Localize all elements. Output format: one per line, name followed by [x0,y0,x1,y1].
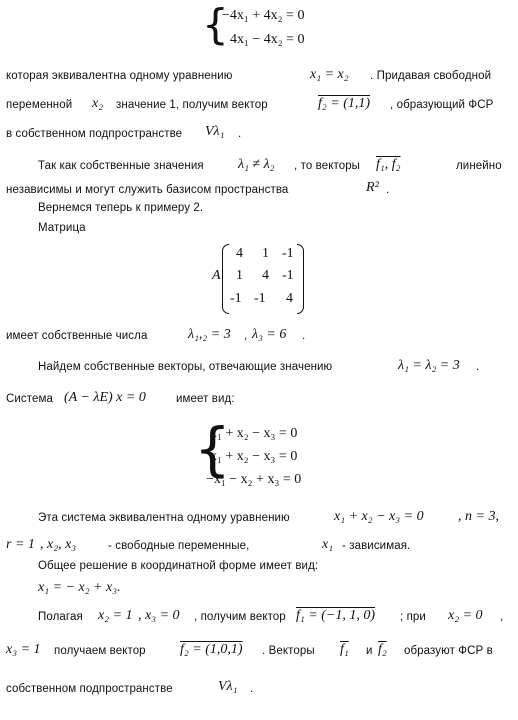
matrix-cell: -1 [254,291,266,306]
p2-vectors-f1-f2: f₁, f₂ [376,157,401,172]
p1-text-1b: . Придавая свободной [370,70,492,82]
p9-vector-f1: f₁ = (−1, 1, 0) [296,608,375,623]
p7-math-equation: x₁ + x₂ − x₃ = 0 [334,509,424,524]
system-1-equation-2: 4x₁ − 4x₂ = 0 [230,32,305,47]
p9-vector-f1-ref: f₁ [340,642,349,657]
p7-math-x1: x₁ [322,537,334,552]
p7-math-free-vars: , x₂, x₃ [40,537,77,552]
p2-math-lambda-neq: λ₁ ≠ λ₂ [238,157,275,172]
p9-math-x2-1: x₂ = 1 [98,608,133,623]
matrix-cell: -1 [230,291,242,306]
p7-math-r: r = 1 [6,537,35,552]
system-2-equation-3: −x₁ − x₂ + x₃ = 0 [206,472,302,487]
p6-text-b: имеет вид: [176,393,235,405]
matrix-left-bracket [222,244,229,314]
p1-text-2c: , образующий ФСР [390,99,494,111]
p4-text-a: имеет собственные числа [6,330,148,342]
p6-text-a: Система [6,393,54,405]
system-2-brace: { [194,415,231,483]
p9-text-1c: ; при [400,611,426,623]
p9-math-v-lambda1: Vλ₁ [218,679,238,694]
p1-text-2a: переменной [6,99,73,111]
back-to-example-text: Вернемся теперь к примеру 2. [38,202,204,214]
matrix-cell: 1 [236,268,243,283]
p4-math-lambda3: λ₃ = 6 [252,327,287,342]
p1-text-3b: . [238,128,242,140]
p1-math-v-lambda1: Vλ₁ [205,124,225,139]
p2-text-1c: линейно [456,160,502,172]
p9-text-1d: , [500,611,504,623]
matrix-cell: 4 [236,246,243,261]
system-2-equation-1: x₁ + x₂ − x₃ = 0 [210,426,298,441]
system-1-equation-1: −4x₁ + 4x₂ = 0 [222,8,305,23]
p1-text-2b: значение 1, получим вектор [116,99,268,111]
p4-text-sep: , [244,330,248,342]
p4-text-b: . [302,330,306,342]
p8-math-general-solution: x₁ = − x₂ + x₃. [38,580,121,595]
p1-math-x1-eq-x2: x₁ = x₂ [310,67,349,82]
p5-math-lambda: λ₁ = λ₂ = 3 [398,358,460,373]
matrix-cell: 4 [286,291,293,306]
p6-math-system: (A − λE) x = 0 [64,390,146,405]
p7-text-2c: - зависимая. [342,540,411,552]
p2-text-1a: Так как собственные значения [38,160,204,172]
p9-math-x3-0: , x₃ = 0 [138,608,180,623]
p7-text-2b: - свободные переменные, [108,540,250,552]
p7-text-1a: Эта система эквивалентна одному уравнению [38,512,290,524]
p7-math-n: , n = 3, [458,509,499,524]
p1-text-1a: которая эквивалентна одному уравнению [6,70,233,82]
matrix-cell: -1 [282,246,294,261]
p2-text-1b: , то векторы [294,160,361,172]
p9-math-x2-0: x₂ = 0 [448,608,483,623]
matrix-right-bracket [297,244,304,314]
matrix-cell: 4 [262,268,269,283]
p9-text-2a: получаем вектор [54,645,146,657]
p9-text-2c: и [366,645,373,657]
matrix-cell: -1 [282,268,294,283]
p5-text-a: Найдем собственные векторы, отвечающие значению [38,361,333,373]
system-1-brace: { [202,0,229,49]
p9-text-2b: . Векторы [262,645,315,657]
p9-math-x3-1: x₃ = 1 [6,642,41,657]
p2-text-2a: независимы и могут служить базисом пространства [6,184,289,196]
p8-text: Общее решение в координатной форме имеет вид: [38,560,319,572]
p2-text-2b: . [386,184,390,196]
p9-vector-f2: f₂ = (1,0,1) [180,642,243,657]
matrix-name: A [212,268,221,283]
p1-text-3a: в собственном подпространстве [6,128,183,140]
matrix-label: Матрица [38,222,86,234]
p9-text-2d: образуют ФСР в [404,645,493,657]
matrix-cell: 1 [262,246,269,261]
p1-vector-f2: f₂ = (1,1) [318,96,371,111]
p9-vector-f2-ref: f₂ [378,642,387,657]
p1-math-x2: x₂ [92,96,104,111]
system-2-equation-2: x₁ + x₂ − x₃ = 0 [210,449,298,464]
p5-text-b: . [476,361,480,373]
p9-text-1b: , получим вектор [194,611,286,623]
p2-math-r2: R² [366,180,379,195]
p4-math-lambda12: λ₁,₂ = 3 [188,327,231,342]
p9-text-1a: Полагая [38,611,83,623]
p9-text-3a: собственном подпространстве [6,683,173,695]
p9-text-3b: . [250,683,254,695]
